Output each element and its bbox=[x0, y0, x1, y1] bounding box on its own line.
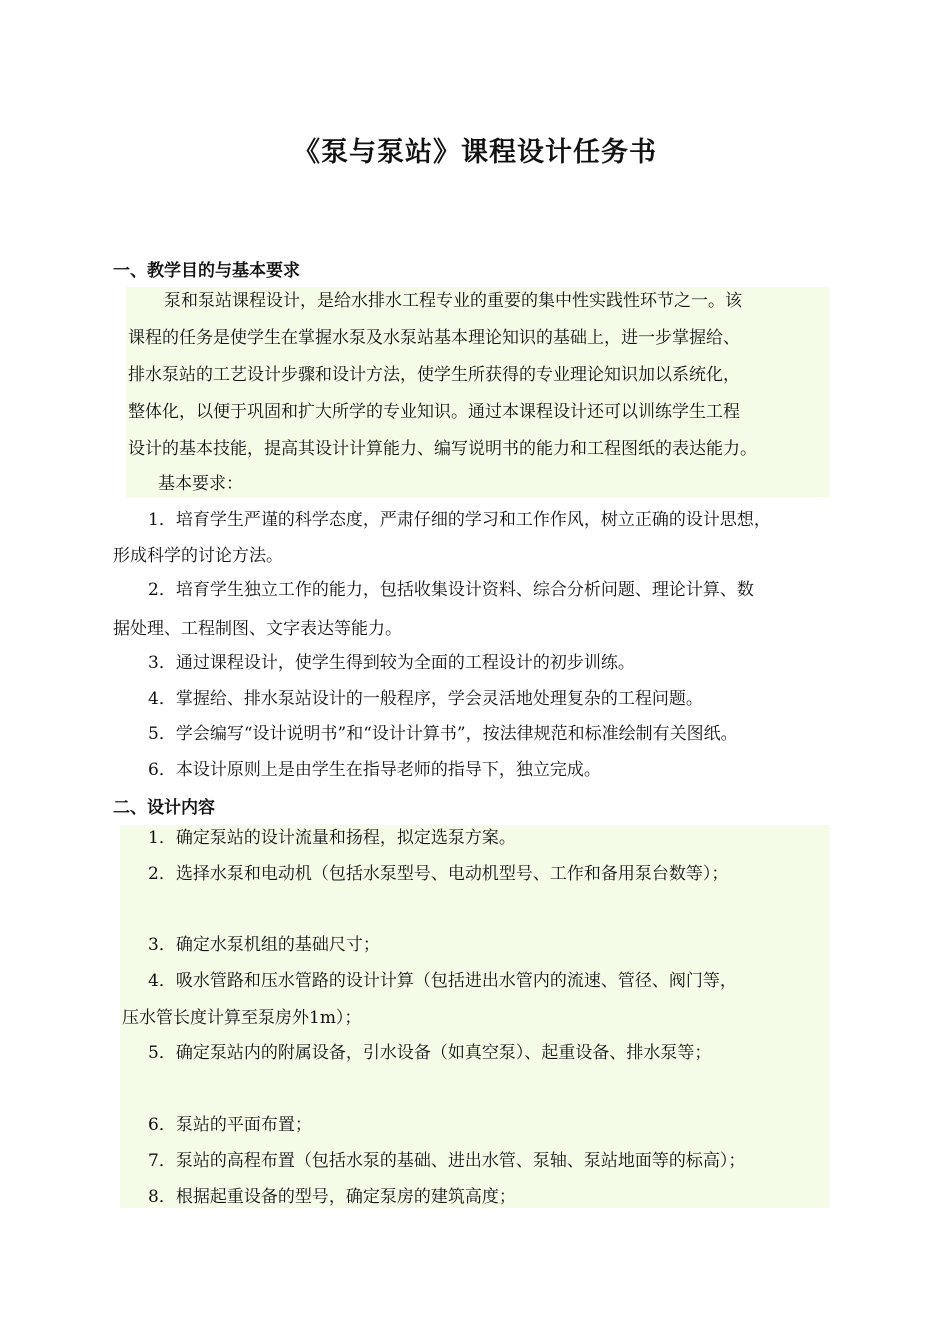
intro-line-1: 泵和泵站课程设计，是给水排水工程专业的重要的集中性实践性环节之一。该 bbox=[164, 291, 742, 311]
intro-line-4: 整体化，以便于巩固和扩大所学的专业知识。通过本课程设计还可以训练学生工程 bbox=[128, 402, 740, 422]
requirement-2-cont: 据处理、工程制图、文字表达等能力。 bbox=[113, 619, 402, 639]
content-item-4-cont: 压水管长度计算至泵房外1m）； bbox=[122, 1008, 362, 1028]
content-item-6: 6．泵站的平面布置； bbox=[148, 1115, 312, 1135]
intro-highlight bbox=[126, 287, 830, 497]
content-item-2: 2．选择水泵和电动机（包括水泵型号、电动机型号、工作和备用泵台数等）； bbox=[148, 864, 729, 884]
intro-line-5: 设计的基本技能，提高其设计计算能力、编写说明书的能力和工程图纸的表达能力。 bbox=[128, 439, 757, 459]
content-item-7: 7．泵站的高程布置（包括水泵的基础、进出水管、泵轴、泵站地面等的标高）； bbox=[148, 1151, 746, 1171]
document-title: 《泵与泵站》课程设计任务书 bbox=[293, 137, 657, 168]
content-item-3: 3．确定水泵机组的基础尺寸； bbox=[148, 935, 380, 955]
intro-line-2: 课程的任务是使学生在掌握水泵及水泵站基本理论知识的基础上，进一步掌握给、 bbox=[128, 328, 740, 348]
requirement-4: 4．掌握给、排水泵站设计的一般程序，学会灵活地处理复杂的工程问题。 bbox=[148, 689, 703, 709]
requirements-label: 基本要求： bbox=[158, 474, 243, 494]
section2-heading: 二、设计内容 bbox=[113, 798, 215, 818]
requirement-5: 5．学会编写“设计说明书”和“设计计算书”，按法律规范和标准绘制有关图纸。 bbox=[148, 724, 738, 744]
requirement-2: 2．培育学生独立工作的能力，包括收集设计资料、综合分析问题、理论计算、数 bbox=[148, 580, 754, 600]
requirement-1-cont: 形成科学的讨论方法。 bbox=[113, 546, 283, 566]
requirement-1: 1．培育学生严谨的科学态度，严肃仔细的学习和工作作风，树立正确的设计思想， bbox=[148, 510, 771, 530]
content-item-8: 8．根据起重设备的型号，确定泵房的建筑高度； bbox=[148, 1187, 516, 1207]
requirement-6: 6．本设计原则上是由学生在指导老师的指导下，独立完成。 bbox=[148, 760, 601, 780]
content-item-1: 1．确定泵站的设计流量和扬程，拟定选泵方案。 bbox=[148, 828, 516, 848]
content-item-4: 4．吸水管路和压水管路的设计计算（包括进出水管内的流速、管径、阀门等， bbox=[148, 971, 737, 991]
requirement-3: 3．通过课程设计，使学生得到较为全面的工程设计的初步训练。 bbox=[148, 653, 635, 673]
content-item-5: 5．确定泵站内的附属设备，引水设备（如真空泵）、起重设备、排水泵等； bbox=[148, 1043, 712, 1063]
intro-line-3: 排水泵站的工艺设计步骤和设计方法，使学生所获得的专业理论知识加以系统化， bbox=[128, 365, 740, 385]
section1-heading: 一、教学目的与基本要求 bbox=[113, 261, 300, 281]
